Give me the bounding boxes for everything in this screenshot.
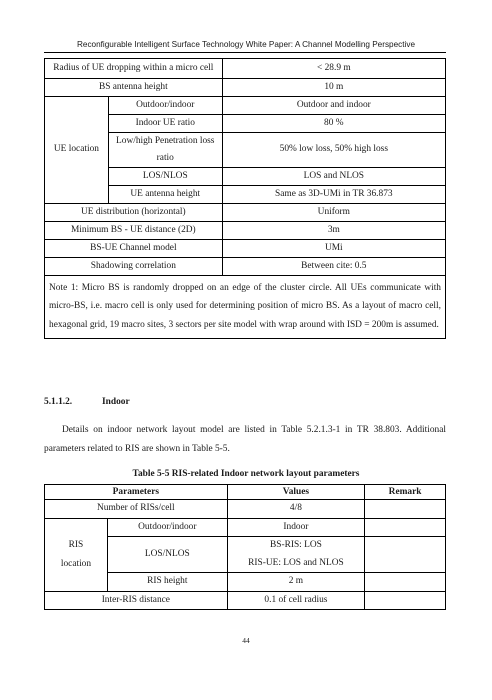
table-row (45, 518, 446, 537)
table-note: Note 1: Micro BS is randomly dropped on an edge of the cluster circle. All UEs communicate with micro-BS, i.e. macro cell is only used for determining position of micro BS. As a layout of macro cell, hexagonal grid, 19 macro sites, 3 sectors per site model with wrap around with ISD = 200m is assumed. (45, 275, 446, 339)
table-cell: Inter-RIS distance (45, 591, 228, 610)
table-cell: Number of RISs/cell (45, 500, 228, 519)
table-row (45, 500, 446, 519)
table-cell: Radius of UE dropping within a micro cell (45, 59, 223, 79)
table-cell (365, 500, 446, 519)
table-header-row (45, 485, 446, 500)
table-cell: LOS/NLOS (108, 167, 222, 185)
table-caption: Table 5-5 RIS-related Indoor network layout parameters (132, 469, 360, 479)
table-cell: Between cite: 0.5 (222, 257, 445, 275)
column-header: Remark (365, 485, 446, 500)
table-cell: Uniform (222, 203, 445, 221)
table-row (45, 96, 446, 114)
table-row (45, 59, 446, 79)
table-cell: RIS height (107, 573, 227, 592)
table-cell: 0.1 of cell radius (227, 591, 365, 610)
table-row (45, 591, 446, 610)
table-cell: Outdoor/indoor (108, 96, 222, 114)
table-cell (365, 573, 446, 592)
table-cell (365, 537, 446, 573)
table-cell: Indoor UE ratio (108, 114, 222, 132)
table-cell: < 28.9 m (222, 59, 445, 79)
table-cell (365, 518, 446, 537)
table-row (45, 78, 446, 96)
table-cell: BS-RIS: LOS (227, 537, 365, 555)
table-cell: BS-UE Channel model (45, 239, 223, 257)
table-cell: UE antenna height (108, 185, 222, 203)
ue-parameters-table (44, 58, 446, 339)
header-rule (44, 52, 446, 53)
table-cell: 2 m (227, 573, 365, 592)
table-cell: Low/high Penetration loss ratio (108, 132, 222, 167)
table-cell: Outdoor/indoor (107, 518, 227, 537)
table-cell: 80 % (222, 114, 445, 132)
table-cell: Indoor (227, 518, 365, 537)
table-cell (365, 591, 446, 610)
section-number: 5.1.1.2. (44, 397, 73, 407)
table-cell: LOS and NLOS (222, 167, 445, 185)
table-cell: Outdoor and indoor (222, 96, 445, 114)
ris-parameters-table (44, 484, 446, 610)
table-row (45, 275, 446, 339)
table-cell: RIS location (45, 518, 108, 591)
table-row (45, 257, 446, 275)
table-cell: 10 m (222, 78, 445, 96)
table-cell: LOS/NLOS (107, 537, 227, 573)
table-cell: Minimum BS - UE distance (2D) (45, 221, 223, 239)
table-cell: 3m (222, 221, 445, 239)
table-row (45, 203, 446, 221)
table-cell: RIS-UE: LOS and NLOS (227, 555, 365, 573)
section-title: Indoor (102, 397, 130, 407)
page-number: 44 (242, 636, 250, 645)
table-row (45, 239, 446, 257)
section-heading (44, 397, 130, 407)
column-header: Values (227, 485, 365, 500)
column-header: Parameters (45, 485, 228, 500)
table-cell: 50% low loss, 50% high loss (222, 132, 445, 167)
table-cell: BS antenna height (45, 78, 223, 96)
running-header: Reconfigurable Intelligent Surface Technology White Paper: A Channel Modelling Perspective (76, 40, 415, 49)
table-row (45, 221, 446, 239)
table-cell: UE distribution (horizontal) (45, 203, 223, 221)
table-cell: UMi (222, 239, 445, 257)
table-cell: 4/8 (227, 500, 365, 519)
body-paragraph: Details on indoor network layout model are listed in Table 5.2.1.3-1 in TR 38.803. Additional parameters related to RIS are shown in Table 5-5. (44, 425, 446, 454)
table-cell: Same as 3D-UMi in TR 36.873 (222, 185, 445, 203)
table-cell: Shadowing correlation (45, 257, 223, 275)
table-cell: UE location (45, 96, 109, 203)
